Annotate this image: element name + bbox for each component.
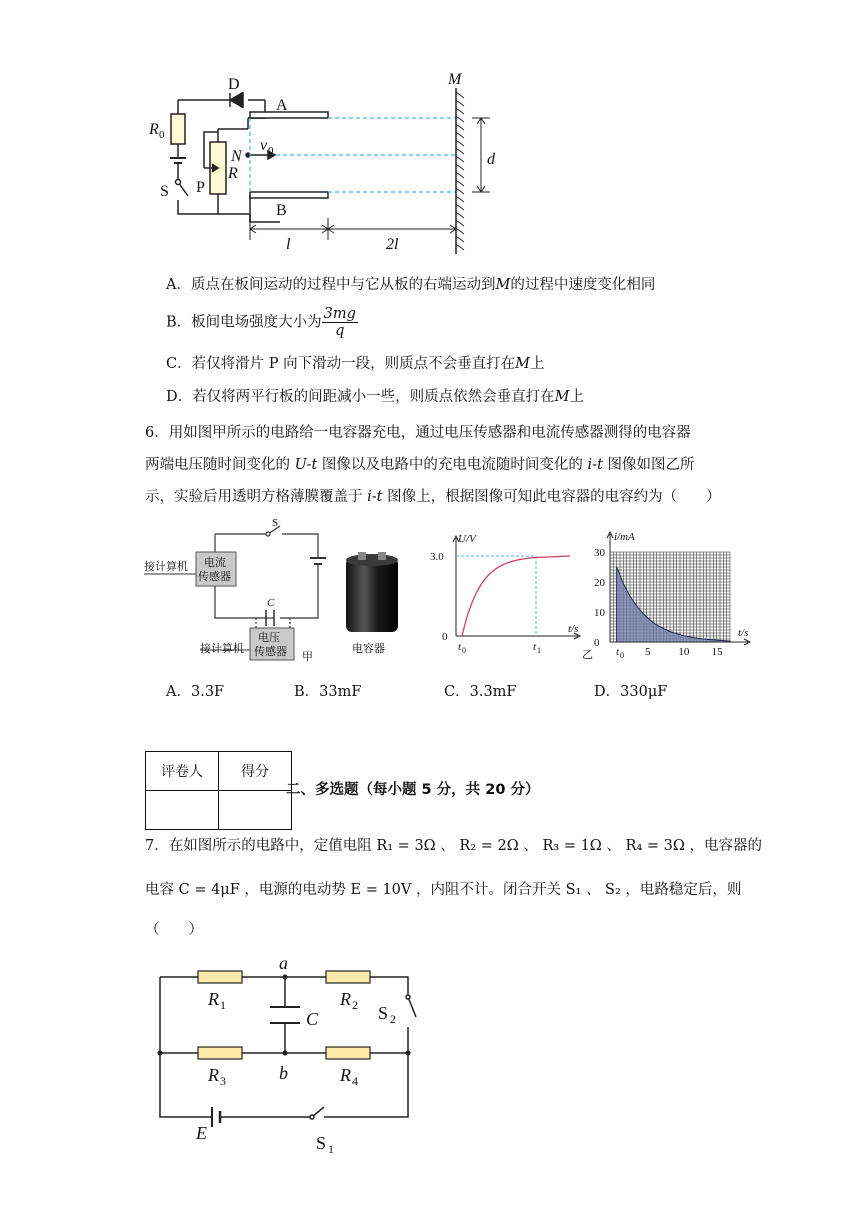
q7-stem-line2 [145, 880, 741, 900]
it-ylabel: i/mA [614, 531, 635, 543]
switch-s-label: S [160, 183, 169, 200]
q7-circuit-figure [150, 955, 440, 1165]
q6-option-b[interactable] [294, 682, 361, 702]
r1-sub: 1 [220, 998, 226, 1012]
computer-label-2: 接计算机 [200, 643, 244, 655]
q6-option-a[interactable] [166, 682, 224, 702]
ut-origin: 0 [442, 631, 448, 643]
q6-option-c[interactable] [444, 682, 516, 702]
score-input-cell[interactable] [219, 791, 292, 830]
option-letter: B． [294, 684, 320, 700]
screen-m-label: M [448, 71, 462, 88]
option-letter: D． [594, 684, 621, 700]
q5-option-b[interactable] [166, 306, 358, 339]
node-b-label: b [279, 1063, 288, 1083]
option-letter: C． [166, 356, 192, 372]
q5-option-c[interactable] [166, 354, 544, 374]
fraction-numerator: 3mg [323, 306, 356, 322]
option-var: M [495, 277, 511, 293]
p-label: P [196, 179, 205, 196]
option-text: 上 [569, 389, 584, 405]
stem-text: 在如图所示的电路中，定值电阻 R₁ = 3Ω 、 R₂ = 2Ω 、 R₃ = 1Ω 、 R₄ = 3Ω ，电容器的 [168, 838, 762, 854]
emf-e-label: E [196, 1123, 207, 1143]
it-ytick: 10 [594, 607, 605, 619]
q5-circuit-figure [140, 71, 495, 258]
voltage-sensor-label: 电压 [258, 632, 280, 644]
r2-sub: 2 [352, 998, 358, 1012]
it-ytick: 30 [594, 547, 605, 559]
option-text: 的过程中速度变化相同 [510, 277, 656, 293]
option-letter: A． [166, 684, 191, 700]
fraction-denominator: q [335, 323, 345, 339]
s2-label: S [378, 1003, 389, 1023]
option-text: 上 [529, 356, 545, 372]
diode-label: D [228, 76, 240, 93]
stem-text: 图像上，根据图像可知此电容器的电容约为（ ） [382, 489, 721, 505]
option-letter: C． [444, 684, 470, 700]
option-text: 330μF [620, 684, 668, 700]
fig-jia-label: 甲 [302, 651, 313, 663]
ut-ytick-3: 3.0 [430, 551, 444, 563]
score-label-cell: 得分 [219, 752, 292, 791]
switch-s-label: S [272, 517, 279, 529]
q7-stem-line1 [145, 836, 762, 856]
stem-text: 用如图甲所示的电路给一电容器充电，通过电压传感器和电流传感器测得的电容器 [168, 425, 691, 441]
it-xtick: 10 [678, 646, 690, 658]
option-text: 若仅将两平行板的间距减小一些，则质点依然会垂直打在 [192, 389, 555, 405]
q7-answer-paren: （ ） [145, 922, 203, 938]
voltage-curve [462, 556, 570, 636]
s2-sub: 2 [390, 1012, 396, 1026]
option-letter: A． [166, 277, 191, 293]
fig-yi-label: 乙 [582, 649, 593, 661]
ut-xlabel: t/s [568, 623, 579, 635]
r1-label: R [208, 989, 219, 1009]
stem-text: 示，实验后用透明方格薄膜覆盖于 [145, 489, 368, 505]
question-number: 7． [145, 838, 169, 854]
n-label: N [231, 148, 242, 165]
r4-label: R [340, 1065, 351, 1085]
it-ytick: 20 [594, 577, 605, 589]
stem-var: i-t [367, 489, 383, 505]
2l-label: 2l [386, 236, 399, 253]
question-number: 6． [145, 425, 169, 441]
q6-stem-line2 [145, 455, 695, 475]
q6-stem-line1 [145, 423, 691, 443]
option-letter: B． [166, 314, 192, 331]
ut-t1-sub: 1 [537, 646, 541, 655]
option-var: M [554, 389, 570, 405]
node-a-label: a [279, 953, 288, 973]
plate-a-label: A [276, 97, 288, 114]
it-xtick: 5 [645, 646, 651, 658]
capacitor-photo [340, 548, 410, 658]
option-var: M [515, 356, 530, 372]
v0-sub: 0 [268, 145, 274, 157]
it-ytick: 0 [594, 637, 600, 649]
q5-option-d[interactable] [166, 387, 584, 407]
ut-ylabel: U/V [458, 533, 476, 545]
option-text: 3.3mF [469, 684, 517, 700]
cap-c-label: C [267, 597, 275, 609]
grader-label-cell: 评卷人 [146, 752, 219, 791]
r2-label: R [340, 989, 351, 1009]
v0-label: v [260, 137, 268, 154]
r4-sub: 4 [352, 1074, 358, 1088]
stem-text: 电容 C = 4μF ，电源的电动势 E = 10V ，内阻不计。闭合开关 S₁ 、 S₂ ，电路稳定后，则 [145, 882, 742, 898]
fraction [322, 306, 358, 339]
ut-t0-sub: 0 [462, 646, 466, 655]
current-sensor-label-2: 传感器 [198, 571, 231, 583]
stem-text: 两端电压随时间变化的 [145, 457, 295, 473]
voltage-sensor-label-2: 传感器 [254, 646, 287, 658]
computer-label-1: 接计算机 [144, 561, 188, 573]
capacitor-label: 电容器 [352, 643, 385, 655]
q5-option-a[interactable] [166, 275, 655, 295]
q6-stem-line3 [145, 487, 721, 507]
r0-sub: 0 [159, 129, 165, 141]
option-text: 质点在板间运动的过程中与它从板的右端运动到 [190, 277, 496, 293]
option-text: 板间电场强度大小为 [191, 314, 322, 331]
grader-table [145, 751, 292, 830]
r3-sub: 3 [220, 1074, 226, 1088]
it-t0-sub: 0 [620, 651, 624, 660]
capacitor-c-label: C [306, 1009, 319, 1029]
r3-label: R [208, 1065, 219, 1085]
it-chart [582, 530, 760, 662]
stem-text: 图像如图乙所 [602, 457, 695, 473]
ut-t0: t [458, 641, 462, 653]
plate-b-label: B [276, 202, 287, 219]
s1-label: S [316, 1133, 327, 1153]
it-xlabel: t/s [738, 627, 749, 639]
d-label: d [487, 151, 495, 168]
ut-t1: t [533, 641, 537, 653]
section-title: 二、多选题（每小题 5 分，共 20 分） [286, 782, 540, 798]
q6-circuit-jia [140, 517, 340, 663]
option-text: 33mF [319, 684, 362, 700]
l-label: l [286, 236, 291, 253]
r0-label: R [149, 121, 159, 138]
stem-var: i-t [587, 457, 603, 473]
current-sensor-label: 电流 [204, 557, 226, 569]
stem-text: 图像以及电路中的充电电流随时间变化的 [317, 457, 588, 473]
r-label: R [228, 165, 238, 182]
s1-sub: 1 [328, 1142, 334, 1156]
ut-chart [428, 532, 588, 660]
it-xtick: 15 [711, 646, 723, 658]
grader-input-cell[interactable] [146, 791, 219, 830]
q6-option-d[interactable] [594, 682, 667, 702]
stem-var: U-t [294, 457, 318, 473]
it-t0: t [616, 646, 620, 658]
option-letter: D． [166, 389, 193, 405]
option-text: 若仅将滑片 P 向下滑动一段，则质点不会垂直打在 [191, 356, 516, 372]
option-text: 3.3F [190, 684, 225, 700]
